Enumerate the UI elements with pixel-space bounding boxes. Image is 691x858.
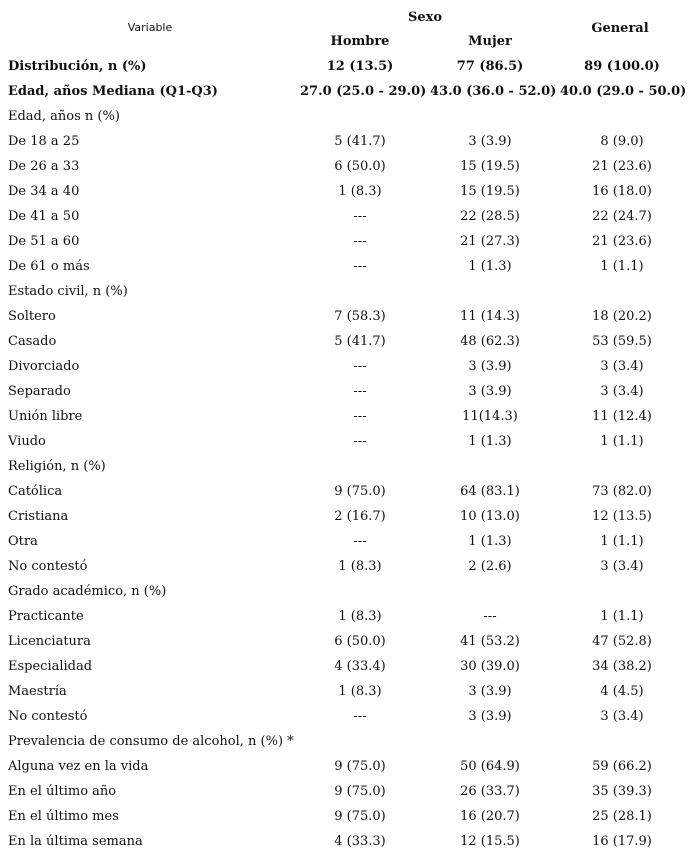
cell-mujer: 48 (62.3) (460, 334, 520, 349)
row-label: Prevalencia de consumo de alcohol, n (%) * (8, 734, 294, 749)
cell-general: 4 (4.5) (600, 684, 644, 699)
cell-hombre: 2 (16.7) (334, 509, 386, 524)
header-general: General (591, 21, 649, 36)
table-row (0, 255, 691, 280)
cell-hombre: 9 (75.0) (334, 759, 386, 774)
cell-mujer: 11 (14.3) (460, 309, 520, 324)
cell-mujer: 16 (20.7) (460, 809, 520, 824)
cell-hombre: 6 (50.0) (334, 159, 386, 174)
cell-general: 3 (3.4) (600, 359, 644, 374)
cell-general: 1 (1.1) (600, 609, 644, 624)
cell-mujer: 3 (3.9) (468, 684, 512, 699)
table-row (0, 130, 691, 155)
row-label: En el último año (8, 784, 117, 799)
cell-general: 3 (3.4) (600, 384, 644, 399)
cell-mujer: 77 (86.5) (456, 59, 524, 74)
table-row (0, 380, 691, 405)
cell-mujer: 50 (64.9) (460, 759, 520, 774)
cell-hombre: --- (353, 434, 367, 449)
cell-hombre: 12 (13.5) (326, 59, 394, 74)
cell-general: 11 (12.4) (592, 409, 652, 424)
cell-general: 35 (39.3) (592, 784, 652, 799)
table-row (0, 555, 691, 580)
table-row (0, 630, 691, 655)
row-label: De 26 a 33 (8, 159, 80, 174)
row-label: Distribución, n (%) (8, 59, 147, 74)
cell-mujer: 1 (1.3) (468, 534, 512, 549)
cell-general: 3 (3.4) (600, 709, 644, 724)
row-label: Separado (8, 384, 71, 399)
table-row (0, 280, 691, 305)
table-row (0, 605, 691, 630)
table-row (0, 805, 691, 830)
cell-general: 3 (3.4) (600, 559, 644, 574)
table-row (0, 455, 691, 480)
row-label: Cristiana (8, 509, 69, 524)
row-label: Unión libre (8, 409, 83, 424)
cell-hombre: --- (353, 234, 367, 249)
cell-mujer: 22 (28.5) (460, 209, 520, 224)
row-label: Edad, años n (%) (8, 109, 120, 124)
row-label: Otra (8, 534, 38, 549)
row-label: Casado (8, 334, 57, 349)
row-label: Practicante (8, 609, 84, 624)
cell-general: 18 (20.2) (592, 309, 652, 324)
cell-hombre: 6 (50.0) (334, 634, 386, 649)
cell-hombre: 9 (75.0) (334, 809, 386, 824)
table-row (0, 655, 691, 680)
row-label: De 34 a 40 (8, 184, 80, 199)
table-row (0, 155, 691, 180)
table-body (0, 55, 691, 855)
table-row (0, 55, 691, 80)
row-label: En la última semana (8, 834, 143, 849)
row-label: No contestó (8, 559, 88, 574)
cell-mujer: 41 (53.2) (460, 634, 520, 649)
cell-general: 73 (82.0) (592, 484, 652, 499)
header-variable: Variable (127, 21, 173, 34)
row-label: De 18 a 25 (8, 134, 80, 149)
table-row (0, 105, 691, 130)
cell-general: 12 (13.5) (592, 509, 652, 524)
cell-mujer: 11(14.3) (462, 409, 518, 424)
cell-hombre: 7 (58.3) (334, 309, 386, 324)
cell-general: 1 (1.1) (600, 534, 644, 549)
cell-hombre: 4 (33.4) (334, 659, 386, 674)
table-row (0, 205, 691, 230)
cell-mujer: 10 (13.0) (460, 509, 520, 524)
row-label: Maestría (8, 684, 67, 699)
cell-mujer: 64 (83.1) (460, 484, 520, 499)
cell-hombre: --- (353, 259, 367, 274)
row-label: Especialidad (8, 659, 93, 674)
row-label: Católica (8, 484, 63, 499)
cell-hombre: 4 (33.3) (334, 834, 386, 849)
cell-general: 21 (23.6) (592, 159, 652, 174)
table-row (0, 755, 691, 780)
table-row (0, 180, 691, 205)
cell-hombre: 5 (41.7) (334, 334, 386, 349)
cell-hombre: 27.0 (25.0 - 29.0) (300, 84, 427, 99)
cell-general: 8 (9.0) (600, 134, 644, 149)
table-row (0, 355, 691, 380)
cell-general: 89 (100.0) (584, 59, 660, 74)
row-label: En el último mes (8, 809, 119, 824)
cell-mujer: 21 (27.3) (460, 234, 520, 249)
cell-general: 47 (52.8) (592, 634, 652, 649)
row-label: Grado académico, n (%) (8, 584, 167, 599)
table-row (0, 680, 691, 705)
table-row (0, 430, 691, 455)
header-sexo: Sexo (407, 10, 443, 25)
cell-hombre: --- (353, 534, 367, 549)
cell-hombre: 9 (75.0) (334, 784, 386, 799)
cell-mujer: 43.0 (36.0 - 52.0) (430, 84, 557, 99)
cell-mujer: 15 (19.5) (460, 184, 520, 199)
header-mujer: Mujer (468, 34, 512, 49)
cell-hombre: 1 (8.3) (338, 684, 382, 699)
cell-general: 53 (59.5) (592, 334, 652, 349)
table-row (0, 80, 691, 105)
cell-hombre: 1 (8.3) (338, 559, 382, 574)
cell-hombre: 1 (8.3) (338, 184, 382, 199)
table-row (0, 780, 691, 805)
row-label: Religión, n (%) (8, 459, 106, 474)
row-label: Alguna vez en la vida (8, 759, 149, 774)
cell-hombre: --- (353, 209, 367, 224)
cell-general: 21 (23.6) (592, 234, 652, 249)
cell-mujer: 30 (39.0) (460, 659, 520, 674)
table-row (0, 830, 691, 855)
row-label: Licenciatura (8, 634, 91, 649)
table-row (0, 405, 691, 430)
cell-hombre: --- (353, 384, 367, 399)
cell-mujer: 12 (15.5) (460, 834, 520, 849)
cell-general: 16 (17.9) (592, 834, 652, 849)
cell-mujer: 3 (3.9) (468, 359, 512, 374)
table-row (0, 580, 691, 605)
table-row (0, 480, 691, 505)
cell-mujer: 3 (3.9) (468, 709, 512, 724)
cell-general: 1 (1.1) (600, 259, 644, 274)
cell-general: 22 (24.7) (592, 209, 652, 224)
cell-general: 40.0 (29.0 - 50.0) (560, 84, 687, 99)
row-label: No contestó (8, 709, 88, 724)
cell-general: 25 (28.1) (592, 809, 652, 824)
cell-hombre: --- (353, 709, 367, 724)
cell-general: 16 (18.0) (592, 184, 652, 199)
cell-mujer: 3 (3.9) (468, 134, 512, 149)
cell-mujer: 2 (2.6) (468, 559, 512, 574)
cell-hombre: 9 (75.0) (334, 484, 386, 499)
cell-hombre: 1 (8.3) (338, 609, 382, 624)
cell-hombre: 5 (41.7) (334, 134, 386, 149)
cell-hombre: --- (353, 359, 367, 374)
table-row (0, 505, 691, 530)
table-row (0, 705, 691, 730)
cell-mujer: 3 (3.9) (468, 384, 512, 399)
cell-hombre: --- (353, 409, 367, 424)
row-label: De 61 o más (8, 259, 90, 274)
row-label: Viudo (8, 434, 46, 449)
table-row (0, 305, 691, 330)
cell-general: 59 (66.2) (592, 759, 652, 774)
row-label: De 41 a 50 (8, 209, 80, 224)
cell-mujer: --- (483, 609, 497, 624)
table-row (0, 730, 691, 755)
cell-mujer: 15 (19.5) (460, 159, 520, 174)
header-hombre: Hombre (330, 34, 390, 49)
cell-mujer: 1 (1.3) (468, 259, 512, 274)
cell-general: 34 (38.2) (592, 659, 652, 674)
cell-mujer: 26 (33.7) (460, 784, 520, 799)
row-label: De 51 a 60 (8, 234, 80, 249)
cell-mujer: 1 (1.3) (468, 434, 512, 449)
table-row (0, 530, 691, 555)
row-label: Estado civil, n (%) (8, 284, 128, 299)
cell-general: 1 (1.1) (600, 434, 644, 449)
row-label: Divorciado (8, 359, 80, 374)
table-row (0, 230, 691, 255)
row-label: Soltero (8, 309, 56, 324)
row-label: Edad, años Mediana (Q1-Q3) (8, 84, 218, 99)
table-row (0, 330, 691, 355)
